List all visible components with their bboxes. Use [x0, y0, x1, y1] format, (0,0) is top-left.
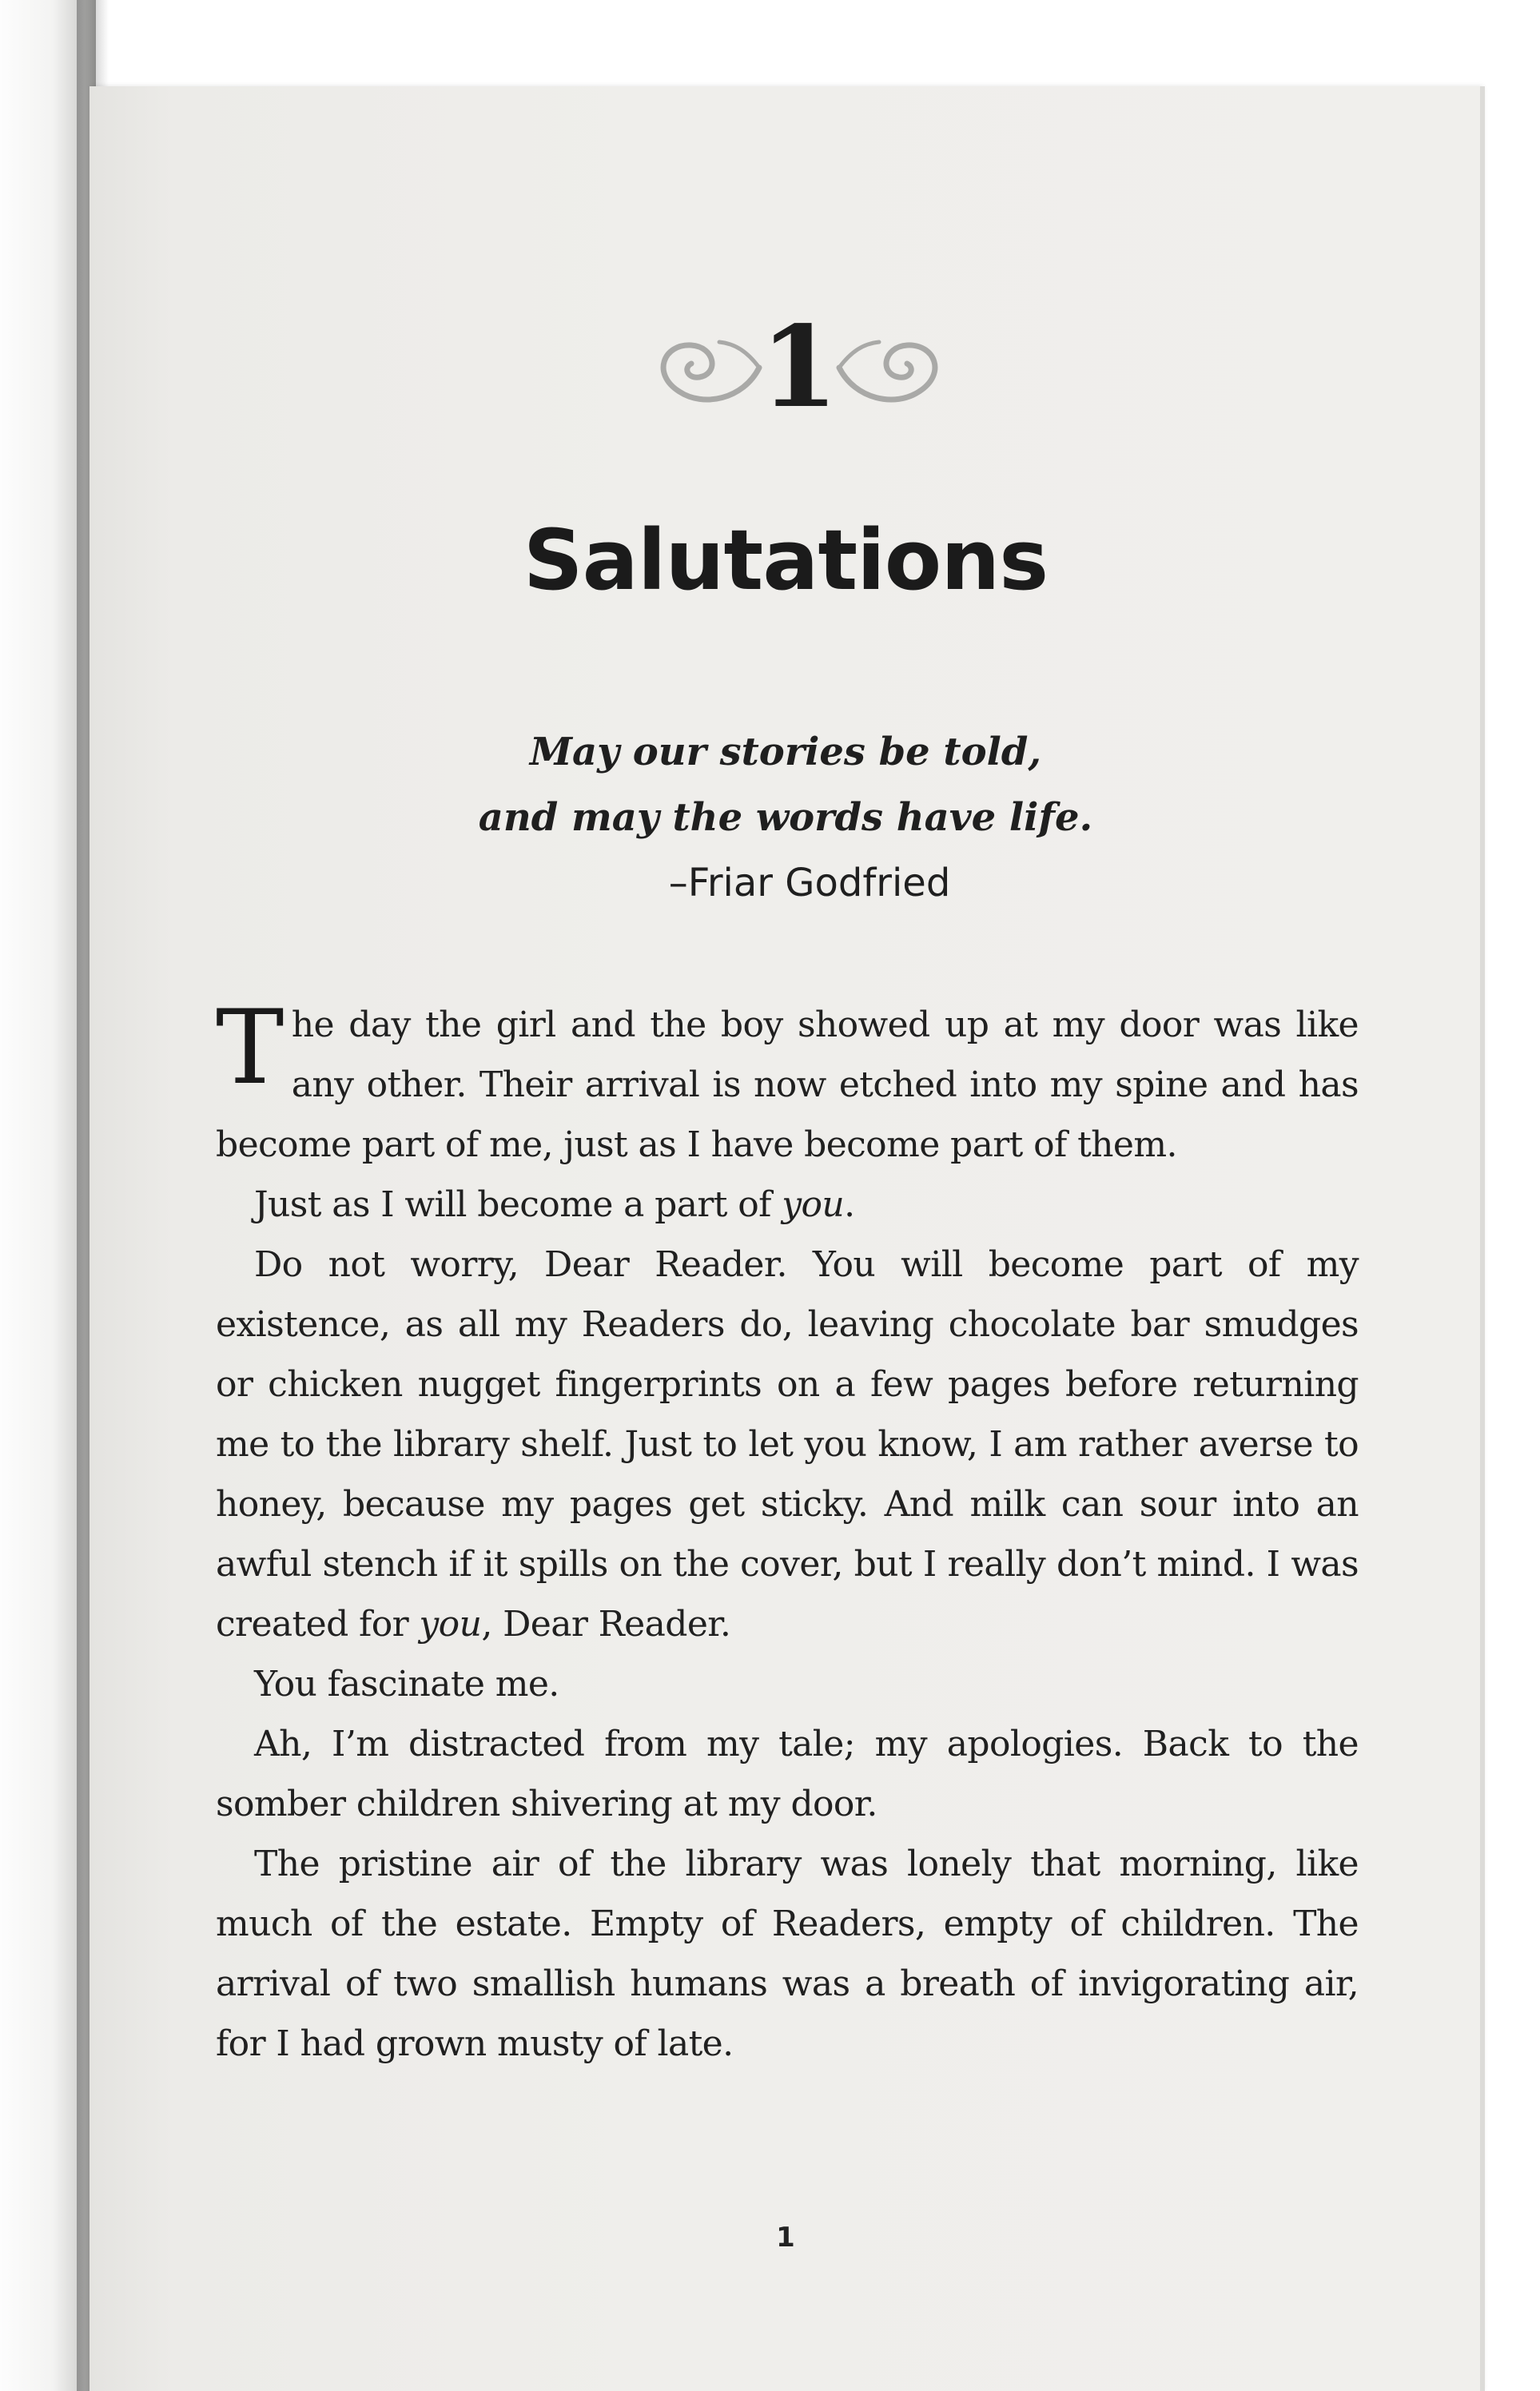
paragraph-5: Ah, I’m distracted from my tale; my apologies. Back to the somber children shivering at my door.	[216, 1724, 1359, 1824]
epigraph-line-2: and may the words have life.	[478, 795, 1093, 840]
chapter-ornament	[607, 288, 991, 448]
paragraph-2	[216, 1175, 1359, 1235]
paragraph-4: You fascinate me.	[254, 1664, 559, 1705]
page-number: 1	[776, 2222, 795, 2254]
epigraph-line-1: May our stories be told,	[529, 730, 1042, 774]
paragraph-3-emphasis: you	[419, 1604, 482, 1645]
paragraph-6: The pristine air of the library was lonely that morning, like much of the estate. Empty of Readers, empty of children. The arrival of two smallish humans was a breath of invigorating air, for I had grown musty of late.	[216, 1844, 1359, 2064]
paragraph-3-text: Do not worry, Dear Reader. You will become part of my existence, as all my Readers do, leaving chocolate bar smudges or chicken nugget fingerprints on a few pages before returning me to the library shelf. Just to let you know, I am rather averse to honey, because my pages get sticky. And milk can sour into an awful stench if it spills on the cover, but I really don’t mind. I was created for	[216, 1244, 1359, 1645]
chapter-title: Salutations	[523, 511, 1049, 609]
paragraph-3	[216, 1235, 1359, 1654]
paragraph-1-text: he day the girl and the boy showed up at my door was like any other. Their arrival is now etched into my spine and has become part of me, just as I have become part of them.	[216, 1005, 1359, 1165]
paragraph-3-end: , Dear Reader.	[481, 1604, 731, 1645]
epigraph-attribution: –Friar Godfried	[668, 861, 951, 905]
paragraph-2-end: .	[844, 1184, 855, 1225]
chapter-number: 1	[760, 302, 838, 433]
paragraph-2-emphasis: you	[782, 1184, 845, 1225]
paragraph-1	[216, 989, 1359, 1175]
epigraph	[90, 719, 1482, 916]
body-text	[216, 989, 1359, 2074]
drop-cap: T	[216, 989, 284, 1108]
paragraph-2-text: Just as I will become a part of	[254, 1184, 782, 1225]
